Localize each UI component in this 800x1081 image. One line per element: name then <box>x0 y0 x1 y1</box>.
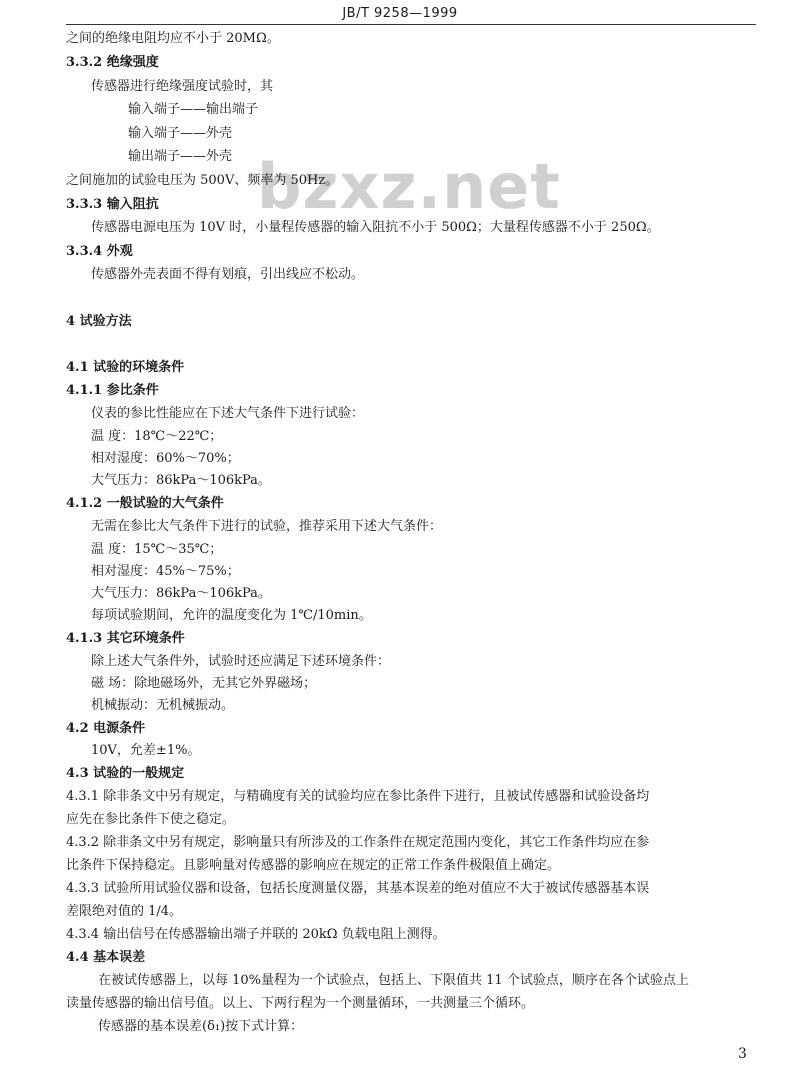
page-number: 3 <box>738 1046 747 1062</box>
text-line: 机械振动：无机械振动。 <box>91 698 235 713</box>
text-line: 之间施加的试验电压为 500V、频率为 50Hz。 <box>66 173 339 188</box>
text-line: 4.3.3 试验所用试验仪器和设备，包括长度测量仪器，其基本误差的绝对值应不大于被试传感器基本误 <box>66 881 650 896</box>
text-line: 4.3.2 除非条文中另有规定，影响量只有所涉及的工作条件在规定范围内变化，其它工作条件均应在参 <box>66 835 650 850</box>
text-line: 无需在参比大气条件下进行的试验，推荐采用下述大气条件： <box>91 519 443 534</box>
text-line: 温 度：18℃～22℃； <box>91 429 223 444</box>
section-heading: 4.1.3 其它环境条件 <box>66 631 185 646</box>
section-heading: 4.2 电源条件 <box>66 721 146 736</box>
section-heading: 3.3.3 输入阻抗 <box>66 197 159 212</box>
section-heading: 4.1.2 一般试验的大气条件 <box>66 496 224 511</box>
section-heading: 3.3.2 绝缘强度 <box>66 55 159 70</box>
text-line: 10V，允差±1%。 <box>91 743 201 758</box>
text-line: 大气压力：86kPa～106kPa。 <box>91 473 271 488</box>
text-line: 在被试传感器上，以每 10%量程为一个试验点，包括上、下限值共 11 个试验点，顺序在各个试验点上 <box>98 973 689 988</box>
section-heading: 4.1.1 参比条件 <box>66 383 159 398</box>
text-line: 输入端子——输出端子 <box>128 102 259 117</box>
header-rule <box>66 24 756 25</box>
section-heading: 4.4 基本误差 <box>66 950 146 965</box>
text-line: 输入端子——外壳 <box>128 126 233 141</box>
text-line: 传感器进行绝缘强度试验时，其 <box>91 79 274 94</box>
text-line: 应先在参比条件下使之稳定。 <box>66 812 236 827</box>
text-line: 读量传感器的输出信号值。以上、下两行程为一个测量循环，一共测量三个循环。 <box>66 996 535 1011</box>
section-heading: 3.3.4 外观 <box>66 244 133 259</box>
document-header: JB/T 9258—1999 <box>342 6 458 21</box>
text-line: 相对湿度：45%～75%； <box>91 564 240 579</box>
text-line: 每项试验期间，允许的温度变化为 1℃/10min。 <box>91 608 372 623</box>
text-line: 4.3.1 除非条文中另有规定，与精确度有关的试验均应在参比条件下进行，且被试传感器和试验设备均 <box>66 789 650 804</box>
text-line: 传感器电源电压为 10V 时，小量程传感器的输入阻抗不小于 500Ω；大量程传感器不小于 250Ω。 <box>91 220 660 235</box>
text-line: 仪表的参比性能应在下述大气条件下进行试验： <box>91 406 365 421</box>
text-line: 之间的绝缘电阻均应不小于 20MΩ。 <box>66 31 280 46</box>
text-line: 4.3.4 输出信号在传感器输出端子并联的 20kΩ 负载电阻上测得。 <box>66 927 446 942</box>
text-line: 磁 场：除地磁场外，无其它外界磁场； <box>91 676 317 691</box>
text-line: 除上述大气条件外，试验时还应满足下述环境条件： <box>91 654 391 669</box>
text-line: 差限绝对值的 1/4。 <box>66 904 183 919</box>
section-heading: 4.1 试验的环境条件 <box>66 360 185 375</box>
text-line: 比条件下保持稳定。且影响量对传感器的影响应在规定的正常工作条件极限值上确定。 <box>66 858 561 873</box>
text-line: 传感器的基本误差(δ₁)按下式计算： <box>98 1019 304 1034</box>
text-line: 输出端子——外壳 <box>128 149 233 164</box>
watermark: bzxz.net <box>257 150 561 223</box>
text-line: 温 度：15℃～35℃； <box>91 542 223 557</box>
text-line: 传感器外壳表面不得有划痕，引出线应不松动。 <box>91 267 365 282</box>
chapter-heading: 4 试验方法 <box>66 314 132 329</box>
text-line: 大气压力：86kPa～106kPa。 <box>91 586 271 601</box>
text-line: 相对湿度：60%～70%； <box>91 451 240 466</box>
section-heading: 4.3 试验的一般规定 <box>66 766 185 781</box>
